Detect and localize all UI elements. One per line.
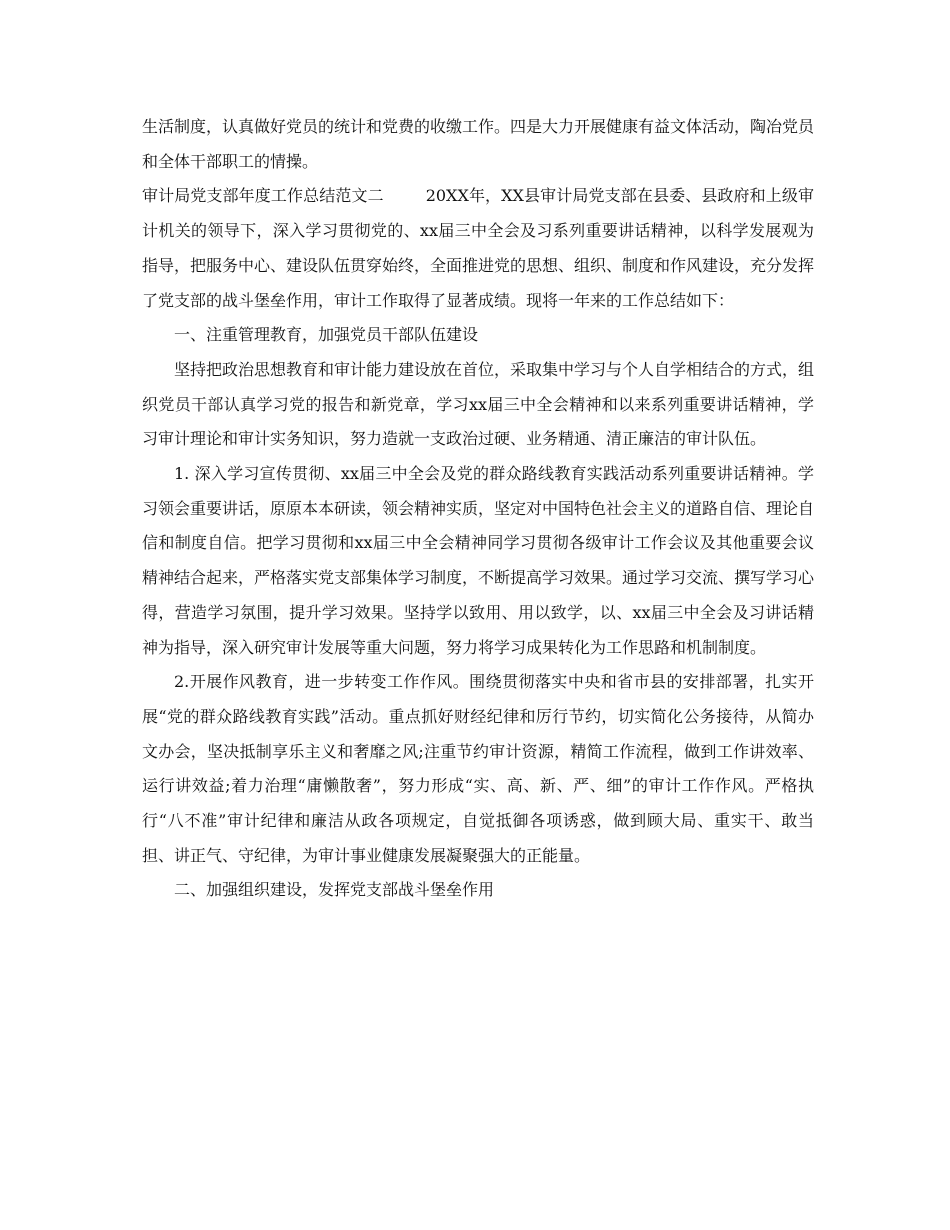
paragraph-item-one: 1. 深入学习宣传贯彻、xx届三中全会及党的群众路线教育实践活动系列重要讲话精神。学习领会重要讲话，原原本本研读，领会精神实质，坚定对中国特色社会主义的道路自信、理论自信和制度自信。把学习贯彻和xx届三中全会精神同学习贯彻各级审计工作会议及其他重要会议精神结合起来，严格落实党支部集体学习制度，不断提高学习效果。通过学习交流、撰写学习心得，营造学习氛围，提升学习效果。坚持学以致用、用以致学，以、xx届三中全会及习讲话精神为指导，深入研究审计发展等重大问题，努力将学习成果转化为工作思路和机制制度。 bbox=[142, 464, 815, 657]
paragraph-title-and-intro bbox=[142, 179, 814, 318]
paragraph-continuation: 生活制度，认真做好党员的统计和党费的收缴工作。四是大力开展健康有益文体活动，陶冶党员和全体干部职工的情操。 bbox=[142, 117, 815, 171]
section-heading-one: 一、注重管理教育，加强党员干部队伍建设 bbox=[174, 325, 479, 345]
intro-text: 20XX年，XX县审计局党支部在县委、县政府和上级审计机关的领导下，深入学习贯彻党的、xx届三中全会及习系列重要讲话精神，以科学发展观为指导，把服务中心、建设队伍贯穿始终，全面推进党的思想、组织、制度和作风建设，充分发挥了党支部的战斗堡垒作用，审计工作取得了显著成绩。现将一年来的工作总结如下： bbox=[142, 186, 815, 310]
document-body bbox=[142, 110, 814, 908]
paragraph-study-overview: 坚持把政治思想教育和审计能力建设放在首位，采取集中学习与个人自学相结合的方式，组织党员干部认真学习党的报告和新党章，学习xx届三中全会精神和以来系列重要讲话精神，学习审计理论和审计实务知识，努力造就一支政治过硬、业务精通、清正廉洁的审计队伍。 bbox=[142, 359, 815, 449]
article-title: 审计局党支部年度工作总结范文二 bbox=[142, 186, 384, 206]
section-heading-two: 二、加强组织建设，发挥党支部战斗堡垒作用 bbox=[174, 880, 495, 900]
paragraph-item-two: 2.开展作风教育，进一步转变工作作风。围绕贯彻落实中央和省市县的安排部署，扎实开展“党的群众路线教育实践”活动。重点抓好财经纪律和厉行节约，切实简化公务接待，从简办文办会，坚决抵制享乐主义和奢靡之风;注重节约审计资源，精简工作流程，做到工作讲效率、运行讲效益;着力治理“庸懒散奢”，努力形成“实、高、新、严、细”的审计工作作风。严格执行“八不准”审计纪律和廉洁从政各项规定，自觉抵御各项诱惑，做到顾大局、重实干、敢当担、讲正气、守纪律，为审计事业健康发展凝聚强大的正能量。 bbox=[142, 672, 814, 865]
